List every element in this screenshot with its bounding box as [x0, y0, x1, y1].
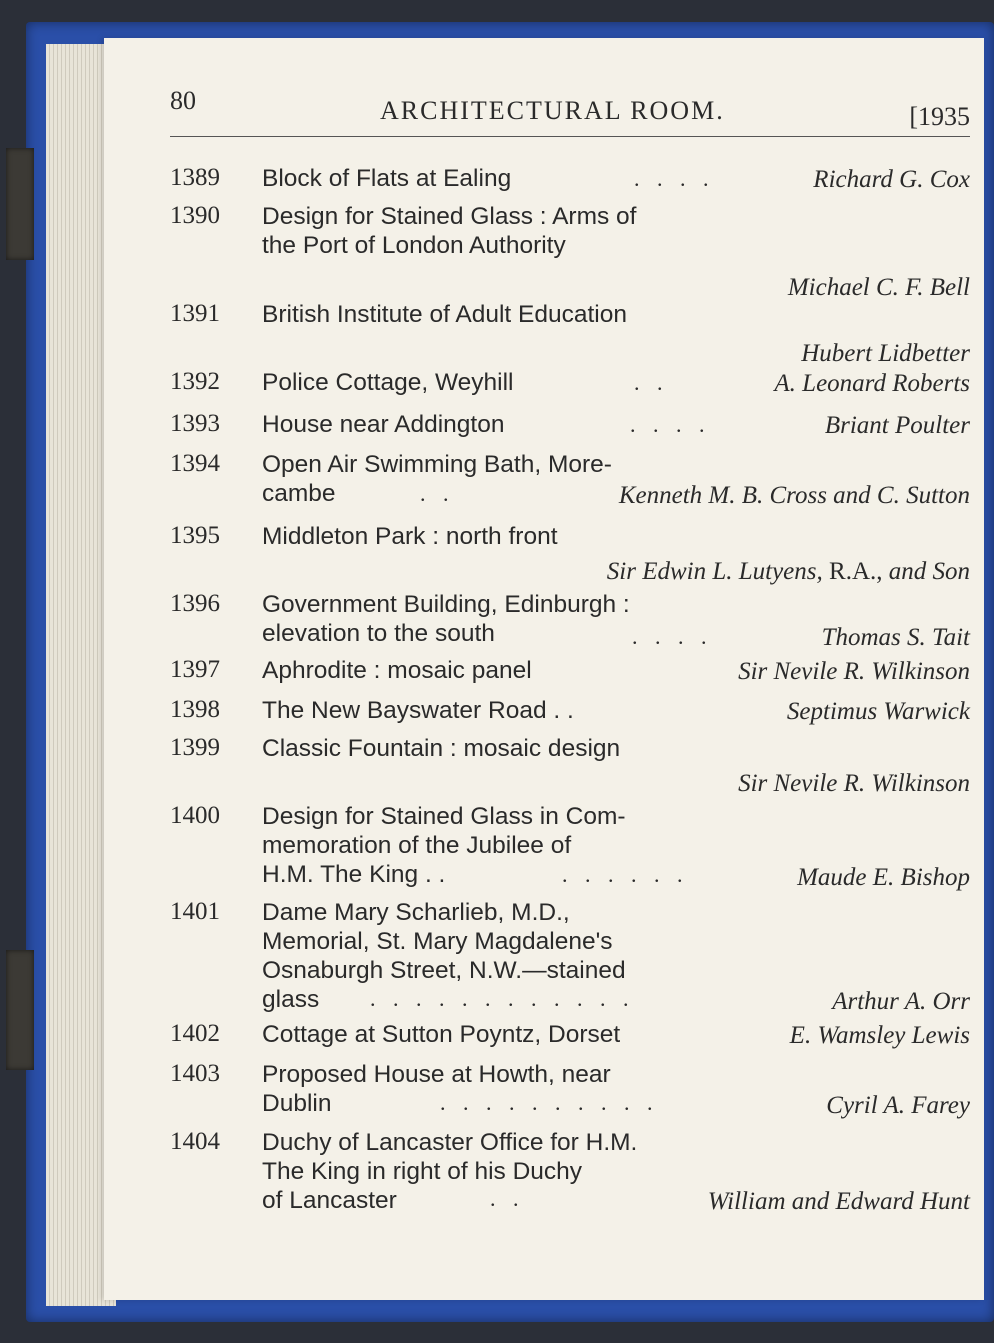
entry-title: Duchy of Lancaster Office for H.M. The King in right of his Duchy of Lancaster	[262, 1129, 638, 1214]
entry-author: Septimus Warwick	[786, 698, 970, 725]
entry-leaders: . . . .	[630, 412, 711, 437]
entry-title: The New Bayswater Road . .	[262, 697, 574, 724]
entry-number: 1394	[170, 450, 220, 477]
entry-author: William and Edward Hunt	[707, 1188, 970, 1215]
entry-number: 1390	[170, 202, 220, 229]
entry-author: Maude E. Bishop	[797, 864, 970, 891]
entry-leaders: . .	[490, 1186, 525, 1211]
entry-leaders: . .	[420, 481, 455, 506]
entry-leaders: . .	[634, 370, 669, 395]
entry-author: A. Leonard Roberts	[774, 370, 970, 397]
entry-number: 1399	[170, 734, 220, 761]
year-mark: [1935	[909, 102, 970, 131]
entry-title: Police Cottage, Weyhill	[262, 369, 514, 396]
entry-title: Design for Stained Glass : Arms of the Port of London Authority	[262, 203, 637, 259]
entry-author: E. Wamsley Lewis	[789, 1022, 970, 1049]
entry-title: Cottage at Sutton Poyntz, Dorset	[262, 1021, 621, 1048]
binding-tab-top	[6, 148, 34, 260]
entry-author: Kenneth M. B. Cross and C. Sutton	[618, 482, 970, 509]
entry-title: House near Addington	[262, 411, 505, 438]
entry-number: 1397	[170, 656, 220, 683]
running-title: ARCHITECTURAL ROOM.	[380, 96, 725, 125]
entry-author	[607, 558, 970, 586]
entry-leaders: . . . . . . . . . .	[440, 1090, 659, 1115]
entry-number: 1396	[170, 590, 220, 617]
entry-leaders: . . . .	[634, 166, 715, 191]
entry-number: 1389	[170, 164, 220, 191]
entry-number: 1392	[170, 368, 220, 395]
entry-number: 1402	[170, 1020, 220, 1047]
author-name: Sir Edwin L. Lutyens,	[606, 558, 823, 585]
book-page	[104, 38, 984, 1300]
binding-tab-bottom	[6, 950, 34, 1070]
author-suffix: and Son	[888, 558, 970, 585]
entry-author: Michael C. F. Bell	[787, 274, 970, 301]
entry-number: 1403	[170, 1060, 220, 1087]
entry-number: 1393	[170, 410, 220, 437]
entry-author: Briant Poulter	[824, 412, 970, 439]
entry-title: Aphrodite : mosaic panel	[262, 657, 532, 684]
entry-author: Hubert Lidbetter	[801, 340, 970, 367]
entry-author: Sir Nevile R. Wilkinson	[738, 658, 970, 685]
entry-number: 1391	[170, 300, 220, 327]
entry-title: Open Air Swimming Bath, More- cambe	[262, 451, 612, 507]
entry-title: Block of Flats at Ealing	[262, 165, 512, 192]
entry-leaders: . . . .	[632, 624, 713, 649]
entry-author: Sir Nevile R. Wilkinson	[738, 770, 970, 797]
entry-title: Government Building, Edinburgh : elevation to the south	[262, 591, 630, 647]
entry-author: Richard G. Cox	[813, 166, 970, 193]
entry-number: 1404	[170, 1128, 220, 1155]
entry-title: Classic Fountain : mosaic design	[262, 735, 621, 762]
author-honorific: R.A.,	[822, 558, 889, 585]
page-number: 80	[170, 86, 196, 115]
entry-leaders: . . . . . . . . . . . .	[370, 986, 635, 1011]
entry-number: 1401	[170, 898, 220, 925]
entry-author: Arthur A. Orr	[832, 988, 970, 1015]
catalogue-entries	[104, 38, 984, 1300]
entry-author: Cyril A. Farey	[826, 1092, 970, 1119]
entry-number: 1398	[170, 696, 220, 723]
entry-leaders: . . . . . .	[562, 862, 689, 887]
entry-title: Design for Stained Glass in Com- memoration of the Jubilee of H.M. The King . .	[262, 803, 626, 888]
entry-title: British Institute of Adult Education	[262, 301, 627, 328]
entry-number: 1400	[170, 802, 220, 829]
entry-title: Dame Mary Scharlieb, M.D., Memorial, St. Mary Magdalene's Osnaburgh Street, N.W.—stained glass	[262, 899, 626, 1013]
entry-author: Thomas S. Tait	[821, 624, 970, 651]
entry-title: Middleton Park : north front	[262, 523, 558, 550]
entry-title: Proposed House at Howth, near Dublin	[262, 1061, 611, 1117]
entry-number: 1395	[170, 522, 220, 549]
